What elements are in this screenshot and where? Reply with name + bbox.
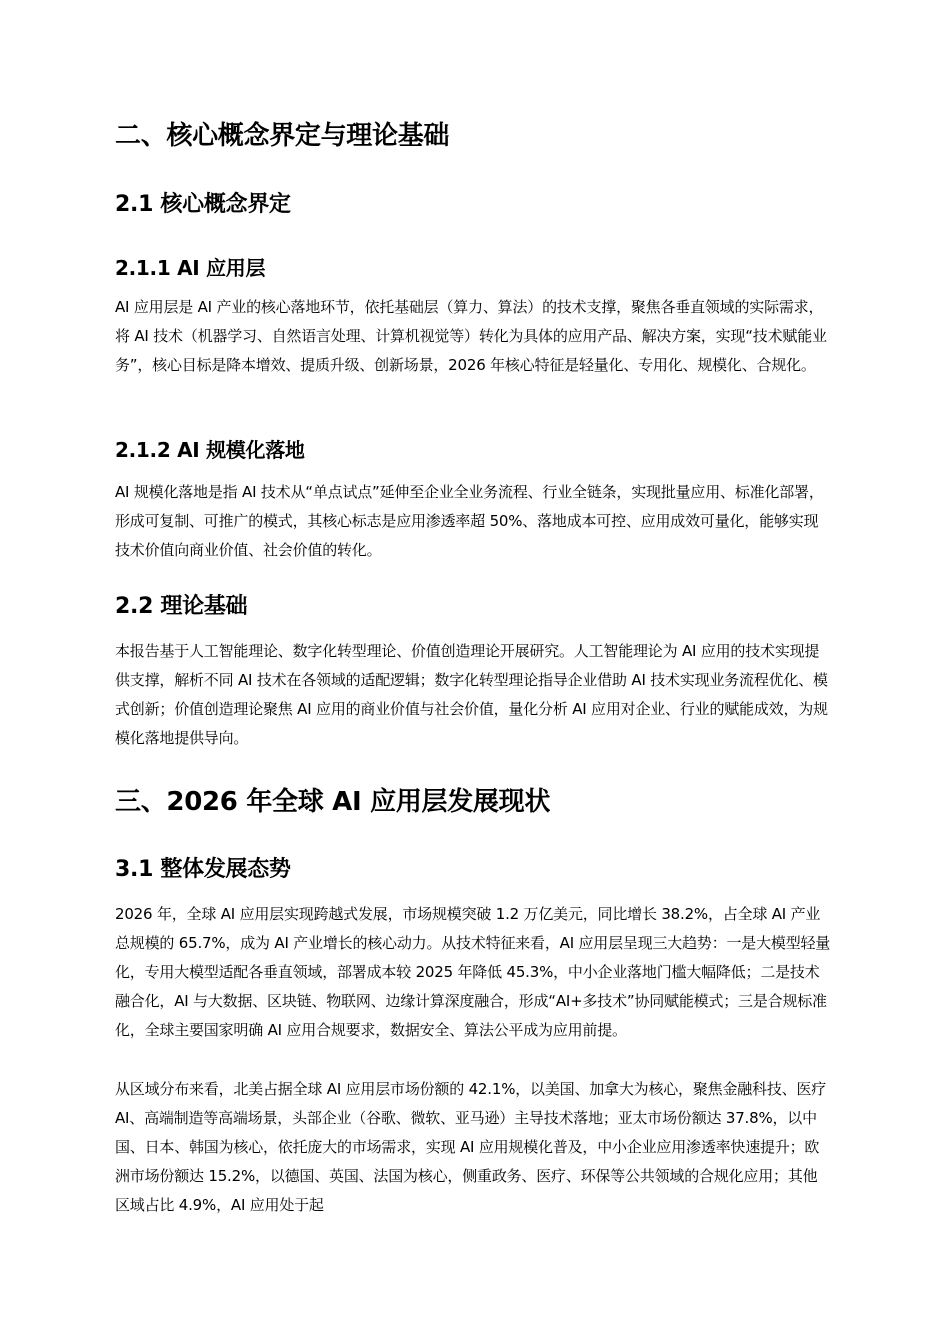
section-heading-3: 三、2026 年全球 AI 应用层发展现状: [115, 787, 551, 817]
section-heading-2-1: 2.1 核心概念界定: [115, 192, 291, 217]
section-heading-2-1-2: 2.1.2 AI 规模化落地: [115, 438, 305, 462]
section-heading-2-1-1: 2.1.1 AI 应用层: [115, 256, 266, 280]
paragraph-2-1-2: AI 规模化落地是指 AI 技术从“单点试点”延伸至企业全业务流程、行业全链条，实现批量应用、标准化部署，形成可复制、可推广的模式，其核心标志是应用渗透率超 50%、落地成本可控、应用成效可量化，能够实现技术价值向商业价值、社会价值的转化。: [115, 483, 824, 559]
paragraph-3-1-a: 2026 年，全球 AI 应用层实现跨越式发展，市场规模突破 1.2 万亿美元，同比增长 38.2%，占全球 AI 产业总规模的 65.7%，成为 AI 产业增长的核心动力。从技术特征来看，AI 应用层呈现三大趋势：一是大模型轻量化，专用大模型适配各垂直领域，部署成本较 2025 年降低 45.3%，中小企业落地门槛大幅降低；二是技术融合化，AI 与大数据、区块链、物联网、边缘计算深度融合，形成“AI+多技术”协同赋能模式；三是合规标准化，全球主要国家明确 AI 应用合规要求，数据安全、算法公平成为应用前提。: [115, 905, 831, 1039]
section-heading-2: 二、核心概念界定与理论基础: [115, 121, 450, 151]
paragraph-2-2: 本报告基于人工智能理论、数字化转型理论、价值创造理论开展研究。人工智能理论为 AI 应用的技术实现提供支撑，解析不同 AI 技术在各领域的适配逻辑；数字化转型理论指导企业借助 AI 技术实现业务流程优化、模式创新；价值创造理论聚焦 AI 应用的商业价值与社会价值，量化分析 AI 应用对企业、行业的赋能成效，为规模化落地提供导向。: [115, 642, 828, 747]
section-heading-2-2: 2.2 理论基础: [115, 594, 248, 619]
paragraph-2-1-1: AI 应用层是 AI 产业的核心落地环节，依托基础层（算力、算法）的技术支撑，聚焦各垂直领域的实际需求，将 AI 技术（机器学习、自然语言处理、计算机视觉等）转化为具体的应用产品、解决方案，实现“技术赋能业务”，核心目标是降本增效、提质升级、创新场景，2026 年核心特征是轻量化、专用化、规模化、合规化。: [115, 298, 827, 374]
section-heading-3-1: 3.1 整体发展态势: [115, 857, 291, 882]
paragraph-3-1-b: 从区域分布来看，北美占据全球 AI 应用层市场份额的 42.1%，以美国、加拿大为核心，聚焦金融科技、医疗 AI、高端制造等高端场景，头部企业（谷歌、微软、亚马逊）主导技术落地；亚太市场份额达 37.8%，以中国、日本、韩国为核心，依托庞大的市场需求，实现 AI 应用规模化普及，中小企业应用渗透率快速提升；欧洲市场份额达 15.2%，以德国、英国、法国为核心，侧重政务、医疗、环保等公共领域的合规化应用；其他区域占比 4.9%，AI 应用处于起: [115, 1080, 827, 1214]
